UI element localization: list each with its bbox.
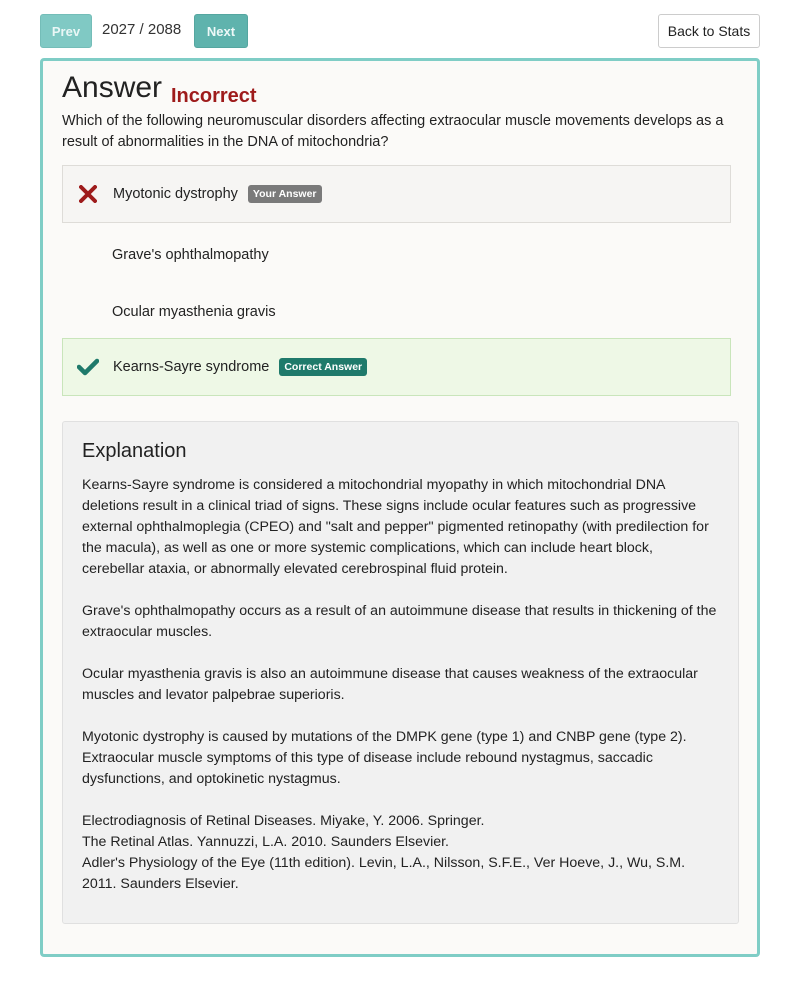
answer-title: Answer xyxy=(62,71,163,104)
option-myotonic-dystrophy xyxy=(62,165,731,223)
option-graves-ophthalmopathy xyxy=(62,226,731,284)
question-text: Which of the following neuromuscular disorders affecting extraocular muscle movements develops as a result of abnormalities in the DNA of mitochondria? xyxy=(62,113,724,150)
option-label: Myotonic dystrophy xyxy=(113,186,238,202)
explanation-paragraph: Grave's ophthalmopathy occurs as a result of an autoimmune disease that results in thickening of the extraocular muscles. xyxy=(82,603,717,640)
reference: The Retinal Atlas. Yannuzzi, L.A. 2010. Saunders Elsevier. xyxy=(82,834,449,850)
option-label: Grave's ophthalmopathy xyxy=(112,247,269,263)
explanation-title: Explanation xyxy=(82,440,187,462)
option-label: Kearns-Sayre syndrome xyxy=(113,359,270,375)
result-status: Incorrect xyxy=(171,85,257,107)
explanation-paragraph: Ocular myasthenia gravis is also an autoimmune disease that causes weakness of the extraocular muscles and levator palpebrae superioris. xyxy=(82,666,698,703)
reference: Electrodiagnosis of Retinal Diseases. Miyake, Y. 2006. Springer. xyxy=(82,813,485,829)
check-icon xyxy=(63,358,113,376)
explanation-paragraph: Kearns-Sayre syndrome is considered a mitochondrial myopathy in which mitochondrial DNA deletions result in a clinical triad of signs. These signs include ocular features such as progressive external ophthalmoplegia (CPEO) and "salt and pepper" pigmented retinopathy (with predilection for the macula), as well as one or more systemic complications, which can include heart block, cerebellar ataxia, or abnormally elevated cerebrospinal fluid protein. xyxy=(82,477,709,577)
reference: Adler's Physiology of the Eye (11th edition). Levin, L.A., Nilsson, S.F.E., Ver Hoeve, J., Wu, S.M. 2011. Saunders Elsevier. xyxy=(82,855,686,892)
cross-icon xyxy=(63,185,113,203)
option-ocular-myasthenia-gravis xyxy=(62,283,731,341)
explanation-panel xyxy=(62,421,739,924)
back-to-stats-button[interactable]: Back to Stats xyxy=(658,14,760,48)
answer-card xyxy=(40,58,760,957)
explanation-paragraph: Myotonic dystrophy is caused by mutations of the DMPK gene (type 1) and CNBP gene (type 2). Extraocular muscle symptoms of this type of disease include rebound nystagmus, saccadic dysfunctions, and optokinetic nystagmus. xyxy=(82,729,687,787)
option-kearns-sayre-syndrome xyxy=(62,338,731,396)
navigation-bar xyxy=(40,14,760,48)
references xyxy=(82,811,719,895)
prev-button[interactable]: Prev xyxy=(40,14,92,48)
correct-answer-badge: Correct Answer xyxy=(279,358,367,376)
next-button[interactable]: Next xyxy=(194,14,248,48)
your-answer-badge: Your Answer xyxy=(248,185,322,203)
question-counter: 2027 / 2088 xyxy=(102,21,182,38)
option-label: Ocular myasthenia gravis xyxy=(112,304,276,320)
